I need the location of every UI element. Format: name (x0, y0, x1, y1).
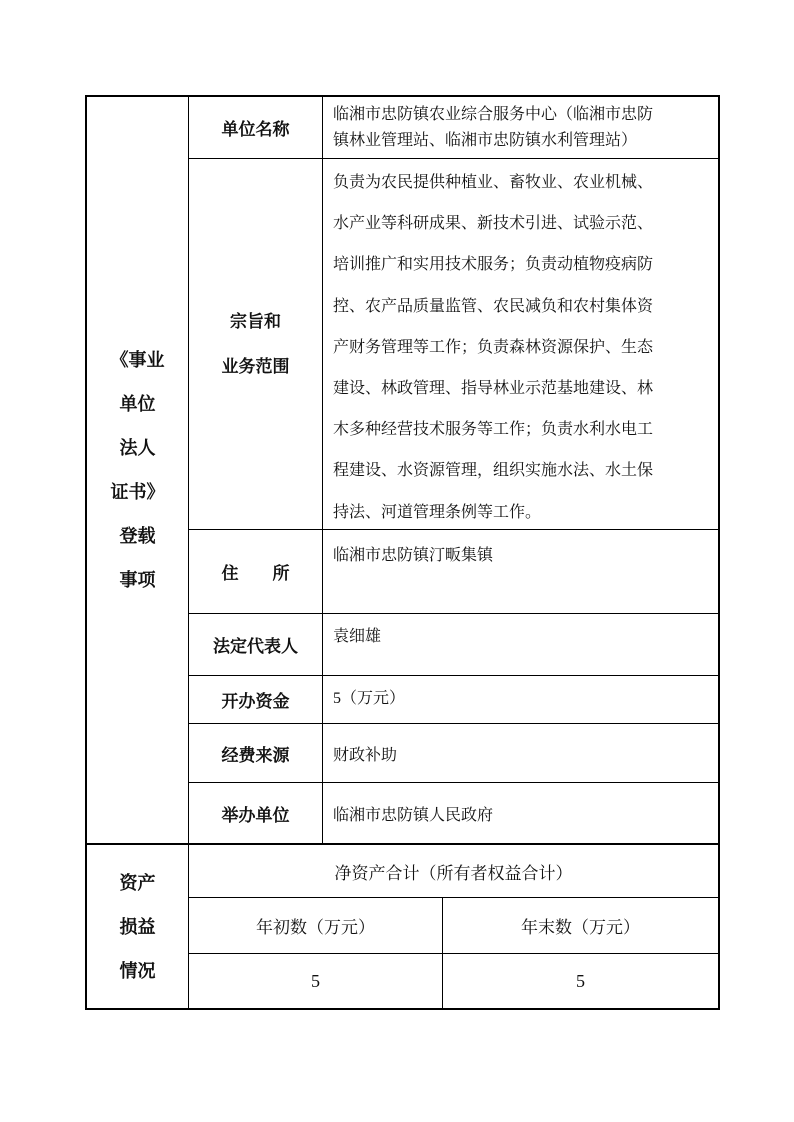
net-assets-total-label: 净资产合计（所有者权益合计） (189, 845, 718, 898)
year-end-header: 年末数（万元） (443, 898, 718, 954)
year-end-value: 5 (576, 970, 585, 991)
unit-name-value: 临湘市忠防镇农业综合服务中心（临湘市忠防 镇林业管理站、临湘市忠防镇水利管理站） (323, 97, 718, 159)
registration-table (85, 95, 720, 1010)
certificate-section (87, 97, 718, 843)
organizer-value: 临湘市忠防镇人民政府 (333, 806, 494, 824)
certificate-section-header: 《事业 单位 法人 证书》 登载 事项 (87, 97, 189, 843)
funding-source-label: 经费来源 (189, 724, 323, 783)
business-scope-label: 宗旨和 业务范围 (189, 159, 323, 530)
assets-section-header: 资产 损益 情况 (87, 845, 189, 1008)
legal-representative-value: 袁细雄 (323, 614, 718, 676)
organizer-label: 举办单位 (189, 783, 323, 843)
year-start-value: 5 (189, 954, 443, 1008)
startup-capital-label: 开办资金 (189, 676, 323, 724)
assets-section (87, 843, 718, 1008)
business-scope-value: 负责为农民提供种植业、畜牧业、农业机械、 水产业等科研成果、新技术引进、试验示范、 培训推广和实用技术服务；负责动植物疫病防 控、农产品质量监管、农民减负和农村集体资 产财务管理等工作；负责森林资源保护、生态 建设、林政管理、指导林业示范基地建设、林 木多种经营技术服务等工作；负责水利水电工 程建设、水资源管理，组织实施水法、水土保 持法、河道管理条例等工作。 (323, 159, 718, 530)
year-start-header: 年初数（万元） (189, 898, 443, 954)
address-value: 临湘市忠防镇汀畈集镇 (323, 530, 718, 614)
legal-representative-label: 法定代表人 (189, 614, 323, 676)
funding-source-value: 财政补助 (323, 724, 718, 783)
address-label: 住 所 (189, 530, 323, 614)
unit-name-label: 单位名称 (189, 97, 323, 159)
startup-capital-value: 5（万元） (323, 676, 718, 724)
